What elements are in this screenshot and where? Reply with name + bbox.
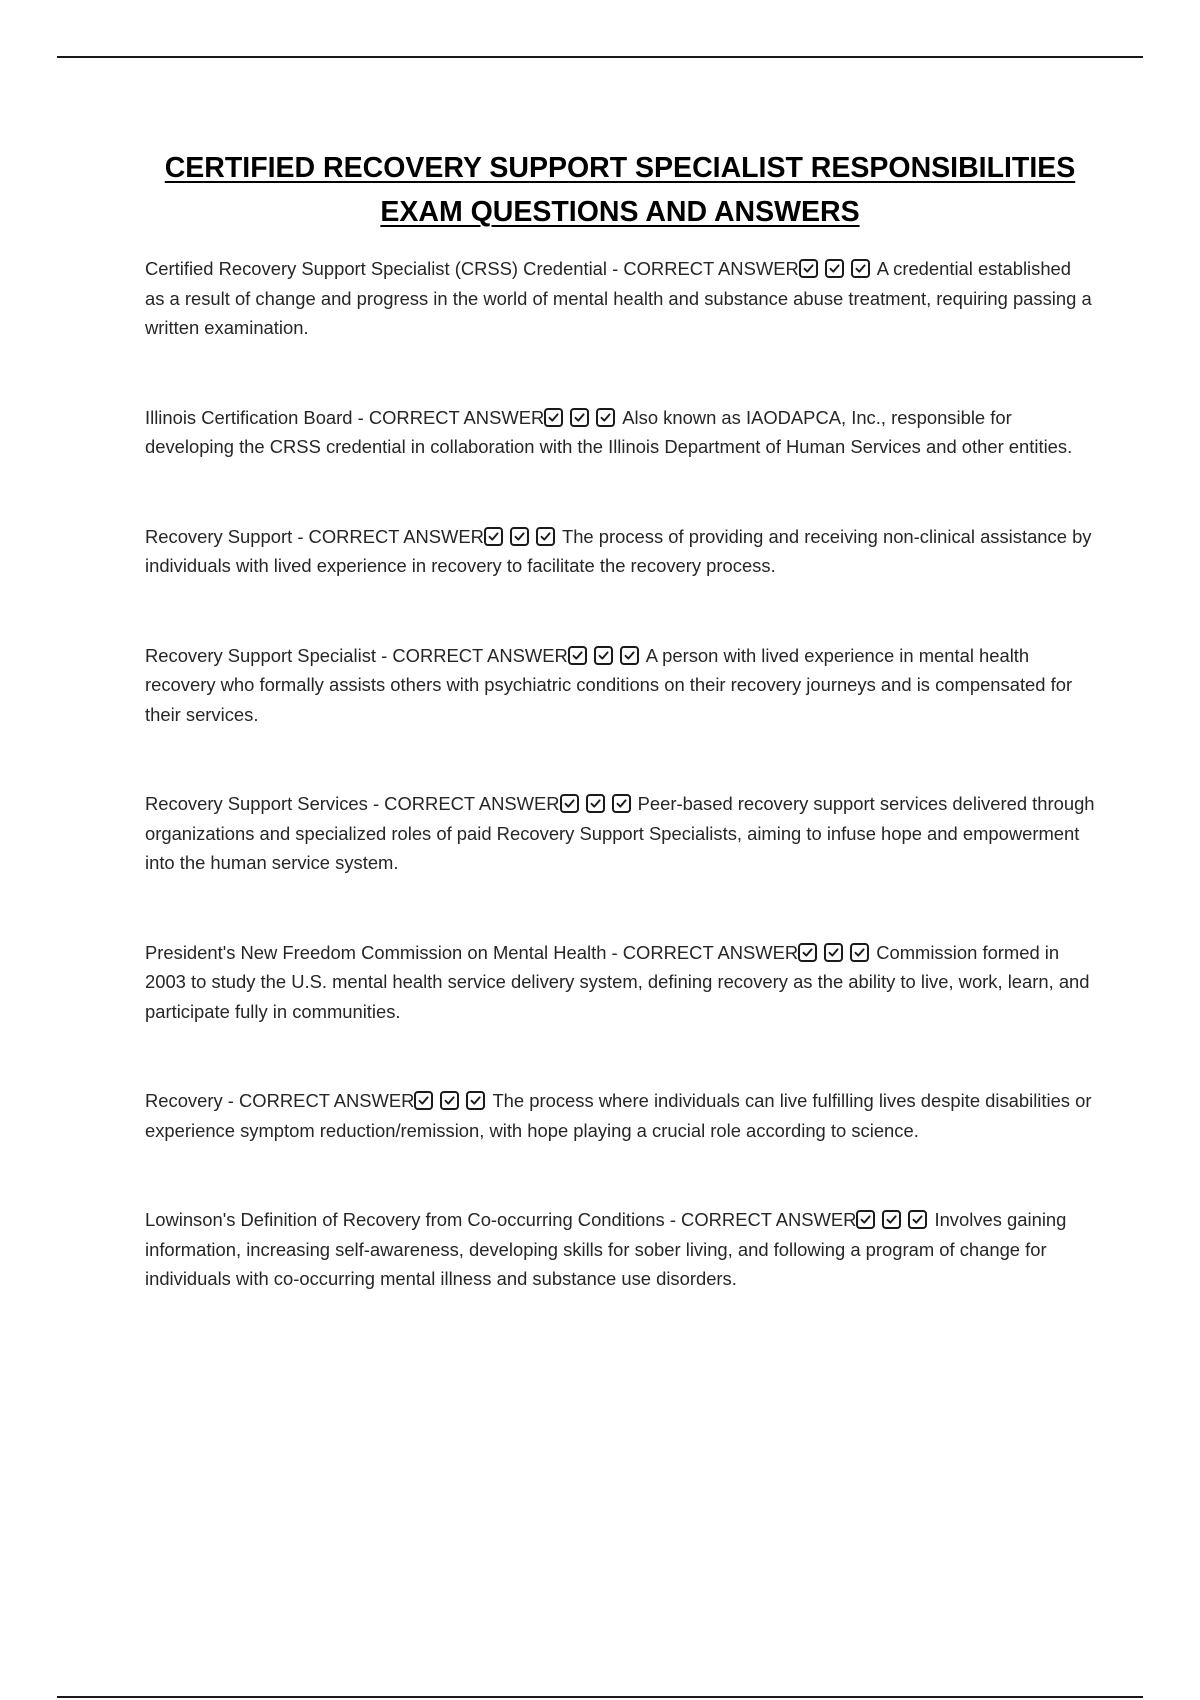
document-body — [145, 146, 1095, 1294]
check-box-icon — [620, 646, 639, 665]
qa-list — [145, 254, 1095, 1294]
correct-answer-label: CORRECT ANSWER — [384, 793, 560, 814]
qa-definition: A credential established as a result of change and progress in the world of mental health and substance abuse treatment, requiring passing a written examination. — [145, 258, 1092, 338]
qa-item: Certified Recovery Support Specialist (CRSS) Credential - CORRECT ANSWER A credential established as a result of change and progress in the world of mental health and substance abuse treatment, requiring passing a written examination. — [145, 258, 1092, 338]
check-box-icon — [612, 794, 631, 813]
correct-answer-label: CORRECT ANSWER — [308, 525, 484, 547]
correct-answer-label: CORRECT ANSWER — [368, 406, 545, 428]
qa-term: Recovery Support — [145, 525, 293, 547]
check-box-icon — [466, 1091, 485, 1110]
qa-definition: The process where individuals can live fulfilling lives despite disabilities or experience symptom reduction/remission, with hope playing a crucial role according to science. — [145, 1090, 1092, 1141]
qa-term: Recovery Support Specialist — [145, 644, 377, 666]
qa-item: Recovery - CORRECT ANSWER The process where individuals can live fulfilling lives despite disabilities or experience symptom reduction/remission, with hope playing a crucial role according to science. — [145, 1090, 1092, 1141]
check-box-icon — [544, 408, 563, 427]
check-box-icon — [560, 794, 579, 813]
correct-answer-label: CORRECT ANSWER — [623, 258, 799, 279]
check-box-icon — [825, 259, 844, 278]
qa-definition: Commission formed in 2003 to study the U.S. mental health service delivery system, defining recovery as the ability to live, work, learn, and participate fully in communities. — [145, 941, 1090, 1022]
qa-definition: Also known as IAODAPCA, Inc., responsible for developing the CRSS credential in collaboration with the Illinois Department of Human Services and other entities. — [145, 406, 1073, 457]
check-box-icon — [882, 1210, 901, 1229]
qa-term: Lowinson's Definition of Recovery from Co-occurring Conditions — [145, 1209, 665, 1230]
check-box-icon — [850, 943, 869, 962]
check-box-icon — [536, 527, 555, 546]
qa-item: Illinois Certification Board - CORRECT ANSWER Also known as IAODAPCA, Inc., responsible for developing the CRSS credential in collaboration with the Illinois Department of Human Services and other entities. — [145, 406, 1073, 457]
qa-item: Recovery Support - CORRECT ANSWER The process of providing and receiving non-clinical assistance by individuals with lived experience in recovery to facilitate the recovery process. — [145, 525, 1092, 576]
qa-definition: The process of providing and receiving non-clinical assistance by individuals with lived experience in recovery to facilitate the recovery process. — [145, 525, 1092, 576]
qa-term: Illinois Certification Board — [145, 406, 353, 428]
qa-term: President's New Freedom Commission on Mental Health — [145, 941, 607, 963]
qa-definition: A person with lived experience in mental health recovery who formally assists others with psychiatric conditions on their recovery journeys and is compensated for their services. — [145, 644, 1073, 725]
correct-answer-label: CORRECT ANSWER — [239, 1090, 415, 1111]
document-title — [145, 146, 1095, 234]
check-box-icon — [798, 943, 817, 962]
check-box-icon — [440, 1091, 459, 1110]
check-box-icon — [586, 794, 605, 813]
check-box-icon — [596, 408, 615, 427]
check-box-icon — [908, 1210, 927, 1229]
qa-item: Lowinson's Definition of Recovery from Co-occurring Conditions - CORRECT ANSWER Involves gaining information, increasing self-awareness, developing skills for sober living, and following a program of change for individuals with co-occurring mental illness and substance use disorders. — [145, 1209, 1067, 1289]
check-box-icon — [510, 527, 529, 546]
correct-answer-label: CORRECT ANSWER — [681, 1209, 857, 1230]
check-box-icon — [851, 259, 870, 278]
correct-answer-label: CORRECT ANSWER — [622, 941, 799, 963]
check-box-icon — [568, 646, 587, 665]
bottom-rule — [57, 1696, 1143, 1698]
qa-term: Recovery Support Services — [145, 793, 368, 814]
check-box-icon — [570, 408, 589, 427]
top-rule — [57, 56, 1143, 58]
qa-term: Recovery — [145, 1090, 223, 1111]
check-box-icon — [414, 1091, 433, 1110]
check-box-icon — [594, 646, 613, 665]
check-box-icon — [484, 527, 503, 546]
qa-item: Recovery Support Specialist - CORRECT ANSWER A person with lived experience in mental health recovery who formally assists others with psychiatric conditions on their recovery journeys and is compensated for their services. — [145, 644, 1073, 725]
qa-term: Certified Recovery Support Specialist (CRSS) Credential — [145, 258, 607, 279]
correct-answer-label: CORRECT ANSWER — [392, 644, 568, 666]
check-box-icon — [856, 1210, 875, 1229]
qa-definition: Peer-based recovery support services delivered through organizations and specialized roles of paid Recovery Support Specialists, aiming to infuse hope and empowerment into the human service system. — [145, 793, 1095, 873]
qa-item: President's New Freedom Commission on Mental Health - CORRECT ANSWER Commission formed in 2003 to study the U.S. mental health service delivery system, defining recovery as the ability to live, work, learn, and participate fully in communities. — [145, 941, 1090, 1022]
title-line-1: CERTIFIED RECOVERY SUPPORT SPECIALIST RESPONSIBILITIES — [164, 152, 1076, 184]
qa-definition: Involves gaining information, increasing self-awareness, developing skills for sober living, and following a program of change for individuals with co-occurring mental illness and substance use disorders. — [145, 1209, 1067, 1289]
qa-item: Recovery Support Services - CORRECT ANSWER Peer-based recovery support services delivered through organizations and specialized roles of paid Recovery Support Specialists, aiming to infuse hope and empowerment into the human service system. — [145, 793, 1095, 873]
check-box-icon — [824, 943, 843, 962]
title-line-2: EXAM QUESTIONS AND ANSWERS — [380, 196, 860, 228]
check-box-icon — [799, 259, 818, 278]
